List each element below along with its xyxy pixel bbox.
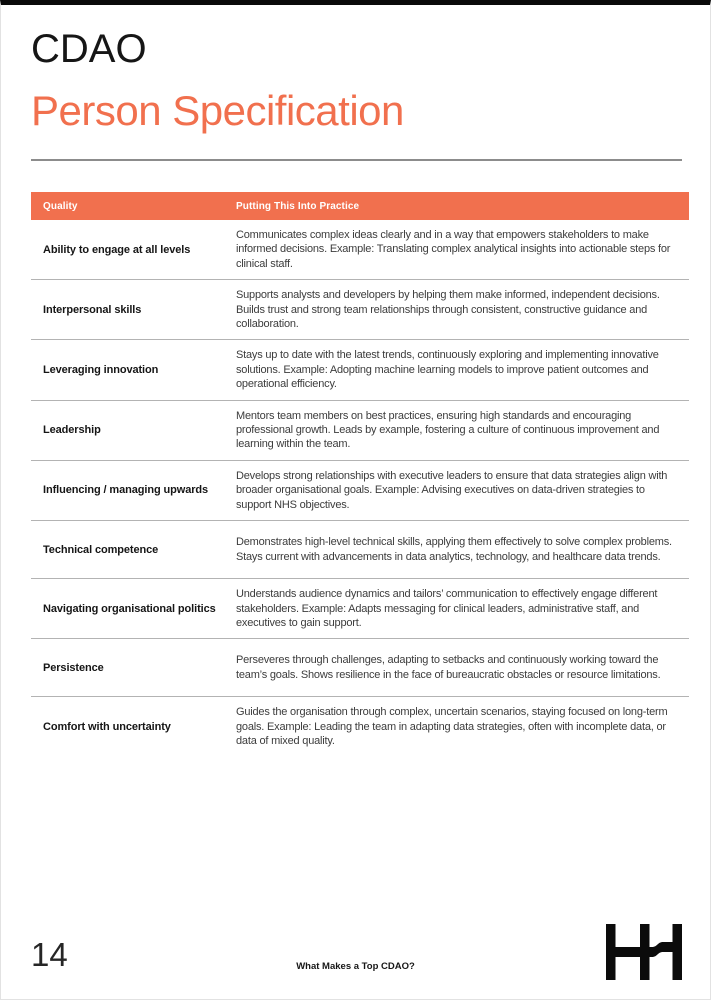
practice-cell: Communicates complex ideas clearly and in a way that empowers stakeholders to make informed decisions. Example: Translating complex analytical insights into actionable steps for clinical staff.	[236, 229, 671, 270]
hh-monogram-logo-icon	[606, 924, 682, 980]
page-number: 14	[31, 936, 68, 973]
quality-cell: Comfort with uncertainty	[31, 697, 236, 757]
column-header-quality: Quality	[31, 192, 236, 220]
practice-cell: Guides the organisation through complex, uncertain scenarios, staying focused on long-term goals. Example: Leading the team in adapting data strategies, often with incomplete data, or data of mixed quality.	[236, 697, 689, 757]
table-row	[31, 460, 689, 520]
table-row	[31, 340, 689, 400]
section-divider-line	[31, 159, 682, 161]
table-row	[31, 639, 689, 697]
table-row	[31, 579, 689, 639]
table-row	[31, 697, 689, 757]
page-subtitle: Person Specification	[31, 87, 404, 134]
page-content	[1, 29, 710, 757]
practice-cell: Perseveres through challenges, adapting to setbacks and continuously working toward the team’s goals. Shows resilience in the face of bureaucratic obstacles or resource limitations.	[236, 639, 689, 697]
table-header-row	[31, 192, 689, 220]
column-header-practice: Putting This Into Practice	[236, 192, 689, 220]
quality-cell: Technical competence	[31, 521, 236, 579]
quality-cell: Influencing / managing upwards	[31, 460, 236, 520]
quality-cell: Leadership	[31, 400, 236, 460]
table-row	[31, 400, 689, 460]
practice-cell: Mentors team members on best practices, ensuring high standards and encouraging professional growth. Leads by example, fostering a culture of continuous improvement and learning within the team.	[236, 400, 689, 460]
practice-cell: Stays up to date with the latest trends, continuously exploring and implementing innovative solutions. Example: Adopting machine learning models to improve patient outcomes and operational efficiency.	[236, 340, 689, 400]
quality-cell: Leveraging innovation	[31, 340, 236, 400]
table-row	[31, 280, 689, 340]
quality-cell: Ability to engage at all levels	[43, 243, 191, 256]
practice-cell: Supports analysts and developers by helping them make informed, independent decisions. Builds trust and strong team relationships through consistent, constructive guidance and collaboration.	[236, 280, 689, 340]
page-title: CDAO	[31, 27, 147, 71]
quality-cell: Navigating organisational politics	[31, 579, 236, 639]
table-row	[31, 220, 689, 280]
person-specification-table	[31, 192, 689, 757]
practice-cell: Develops strong relationships with executive leaders to ensure that data strategies align with broader organisational goals. Example: Advising executives on data-driven strategies to support NHS objectives.	[236, 460, 689, 520]
quality-cell: Interpersonal skills	[31, 280, 236, 340]
quality-cell: Persistence	[31, 639, 236, 697]
table-row	[31, 521, 689, 579]
practice-cell: Understands audience dynamics and tailors’ communication to effectively engage different stakeholders. Example: Adapts messaging for clinical leaders, administrative staff, and executives to gain support.	[236, 579, 689, 639]
footer-doc-title: What Makes a Top CDAO?	[296, 961, 415, 972]
practice-cell: Demonstrates high-level technical skills, applying them effectively to solve complex problems. Stays current with advancements in data analytics, technology, and healthcare data trends.	[236, 521, 689, 579]
